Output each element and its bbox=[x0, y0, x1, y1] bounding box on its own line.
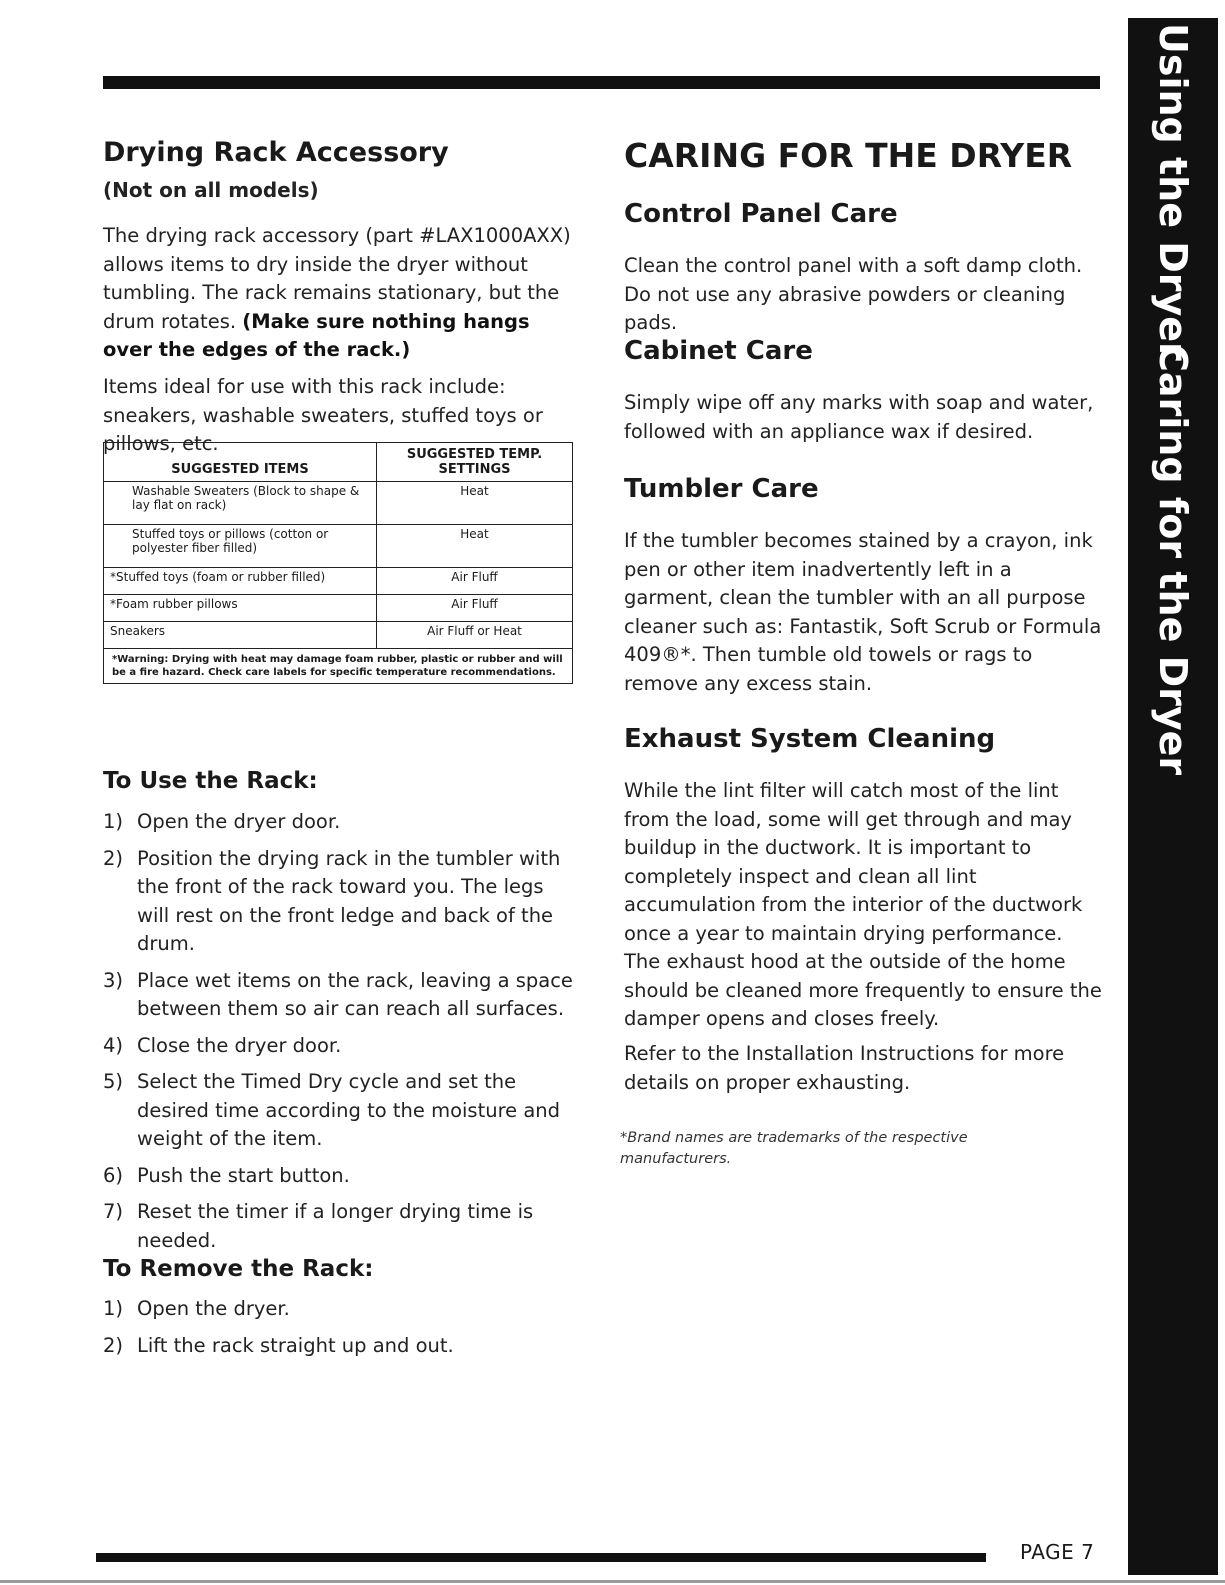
tab-label: Caring for the Dryer bbox=[1151, 344, 1195, 776]
intro-text: The drying rack accessory (part #LAX1000AXX) allows items to dry inside the dryer without tumbling. The rack remains stationary, but the drum rotates. bbox=[103, 224, 571, 333]
header-suggested-items: SUGGESTED ITEMS bbox=[104, 443, 377, 482]
table-row bbox=[104, 595, 573, 622]
intro-bold-text: (Make sure nothing hangs over the edges of the rack.) bbox=[103, 309, 530, 361]
step-text: Open the dryer door. bbox=[137, 810, 341, 833]
step-number: 2) bbox=[103, 1333, 124, 1357]
step-text: Open the dryer. bbox=[137, 1297, 290, 1320]
list-item bbox=[103, 845, 573, 959]
control-panel-title: Control Panel Care bbox=[624, 199, 898, 229]
remove-rack-title: To Remove the Rack: bbox=[103, 1256, 374, 1282]
list-item bbox=[103, 1068, 573, 1154]
step-text: Push the start button. bbox=[137, 1163, 350, 1187]
step-number: 1) bbox=[103, 810, 124, 833]
cabinet-title: Cabinet Care bbox=[624, 336, 813, 366]
caring-title: CARING FOR THE DRYER bbox=[624, 136, 1073, 175]
step-number: 5) bbox=[103, 1070, 124, 1093]
table-header-row bbox=[104, 443, 573, 482]
table-cell-item: *Stuffed toys (foam or rubber filled) bbox=[104, 568, 377, 595]
exhaust-text: While the lint filter will catch most of the lint from the load, some will get through and may buildup in the ductwork. It is important to completely inspect and clean all lint accumulation from the interior of the ductwork once a year to maintain drying performance. The exhaust hood at the outside of the home should be cleaned more frequently to ensure the damper opens and closes freely. bbox=[624, 779, 1102, 1030]
table-cell-temp: Air Fluff or Heat bbox=[377, 622, 573, 649]
table-row bbox=[104, 482, 573, 525]
step-number: 3) bbox=[103, 968, 124, 992]
items-paragraph: Items ideal for use with this rack include: sneakers, washable sweaters, stuffed toys or pillows, etc. bbox=[103, 375, 543, 455]
table-warning-row bbox=[104, 649, 573, 684]
step-text: Reset the timer if a longer drying time is needed. bbox=[137, 1200, 534, 1252]
step-text: Close the dryer door. bbox=[137, 1033, 342, 1057]
tab-using-the-dryer bbox=[1128, 23, 1218, 361]
table-cell-item: Washable Sweaters (Block to shape & lay flat on rack) bbox=[104, 482, 377, 525]
list-item bbox=[103, 1162, 573, 1191]
bottom-rule bbox=[96, 1553, 986, 1562]
step-number: 7) bbox=[103, 1200, 124, 1223]
list-item bbox=[103, 1198, 573, 1255]
section-sidebar bbox=[1128, 18, 1218, 1575]
table-row bbox=[104, 525, 573, 568]
step-text: Place wet items on the rack, leaving a space between them so air can reach all surfaces. bbox=[137, 968, 573, 1020]
tab-caring-for-the-dryer bbox=[1128, 344, 1218, 776]
page-number: PAGE 7 bbox=[1020, 1540, 1095, 1564]
exhaust-title: Exhaust System Cleaning bbox=[624, 724, 996, 754]
step-number: 6) bbox=[103, 1163, 124, 1187]
table-cell-temp: Heat bbox=[377, 525, 573, 568]
step-number: 1) bbox=[103, 1297, 124, 1320]
step-text: Select the Timed Dry cycle and set the desired time according to the moisture and weight of the item. bbox=[137, 1070, 561, 1150]
table-cell-item: *Foam rubber pillows bbox=[104, 595, 377, 622]
use-rack-title: To Use the Rack: bbox=[103, 768, 318, 794]
tab-label: Using the Dryer bbox=[1151, 23, 1195, 361]
suggested-items-table bbox=[103, 442, 573, 684]
table-warning: *Warning: Drying with heat may damage foam rubber, plastic or rubber and will be a fire hazard. Check care labels for specific temperature recommendations. bbox=[104, 649, 573, 684]
control-panel-text: Clean the control panel with a soft damp cloth. Do not use any abrasive powders or cleaning pads. bbox=[624, 254, 1083, 334]
tumbler-title: Tumbler Care bbox=[624, 474, 819, 504]
step-number: 2) bbox=[103, 846, 124, 870]
drying-rack-title: Drying Rack Accessory bbox=[103, 137, 449, 168]
list-item bbox=[103, 808, 573, 837]
step-text: Lift the rack straight up and out. bbox=[137, 1333, 454, 1357]
brand-footnote: *Brand names are trademarks of the respective manufacturers. bbox=[620, 1130, 968, 1167]
table-cell-item: Stuffed toys or pillows (cotton or polyester fiber filled) bbox=[104, 525, 377, 568]
table-cell-temp: Heat bbox=[377, 482, 573, 525]
table-cell-temp: Air Fluff bbox=[377, 568, 573, 595]
table-row bbox=[104, 568, 573, 595]
tumbler-text: If the tumbler becomes stained by a crayon, ink pen or other item inadvertently left in a garment, clean the tumbler with an all purpose cleaner such as: Fantastik, Soft Scrub or Formula 409®*. Then tumble old towels or rags to remove any excess stain. bbox=[624, 529, 1102, 695]
list-item bbox=[103, 1032, 573, 1061]
step-number: 4) bbox=[103, 1033, 124, 1057]
drying-rack-intro bbox=[103, 222, 573, 365]
use-rack-steps bbox=[103, 808, 573, 1263]
drying-rack-subtitle: (Not on all models) bbox=[103, 178, 319, 202]
header-suggested-temp: SUGGESTED TEMP. SETTINGS bbox=[377, 443, 573, 482]
top-rule bbox=[103, 76, 1100, 89]
list-item bbox=[103, 1295, 573, 1324]
remove-rack-steps bbox=[103, 1295, 573, 1368]
table-cell-item: Sneakers bbox=[104, 622, 377, 649]
scan-edge-line bbox=[0, 1580, 1225, 1583]
exhaust-text-2: Refer to the Installation Instructions for more details on proper exhausting. bbox=[624, 1042, 1065, 1094]
table-cell-temp: Air Fluff bbox=[377, 595, 573, 622]
table-row bbox=[104, 622, 573, 649]
list-item bbox=[103, 1332, 573, 1361]
step-text: Position the drying rack in the tumbler with the front of the rack toward you. The legs will rest on the front ledge and back of the drum. bbox=[137, 846, 561, 955]
cabinet-text: Simply wipe off any marks with soap and water, followed with an appliance wax if desired. bbox=[624, 391, 1094, 443]
list-item bbox=[103, 967, 573, 1024]
